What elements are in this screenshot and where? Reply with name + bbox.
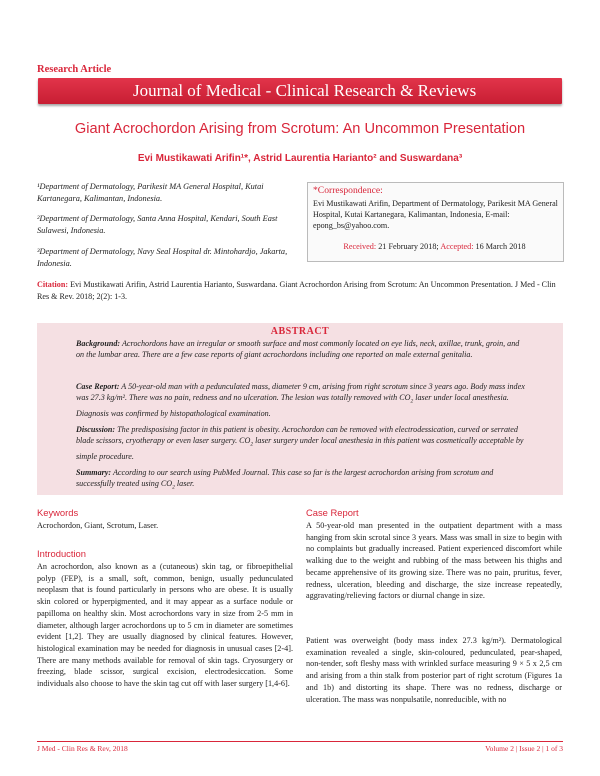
journal-name: Journal of Medical - Clinical Research & Reviews <box>133 81 477 100</box>
summary-text-a: According to our search using PubMed Journal. This case so far is the largest acrochordon arising from scrotum and successfully treated using CO <box>76 468 494 488</box>
footer-page-info: Volume 2 | Issue 2 | 1 of 3 <box>485 744 563 753</box>
article-dates <box>307 242 562 251</box>
case-report-heading: Case Report <box>306 507 359 518</box>
abstract-case-report <box>76 381 528 419</box>
received-date: 21 February 2018; <box>378 242 439 251</box>
background-label: Background: <box>76 339 121 348</box>
case-report-para-1: A 50-year-old man presented in the outpatient department with a mass hanging from skin scrotal since 3 years. Mass was small in size to begin with no complaints but gradually increased. Patient experienced discomfort while walking due to the weight and rubbing of the mass between his thighs and became apprehensive of its growing size. There was no pain, pruritus, fever, redness, ulceration, bleeding and discharge, the size increase repeatedly, aggravating/relieving factors or diurnal change in size. <box>306 521 562 601</box>
affiliation-1: ¹Department of Dermatology, Parikesit MA General Hospital, Kutai Kartanegara, Kalimantan, Indonesia. <box>37 182 264 203</box>
summary-label: Summary: <box>76 468 112 477</box>
introduction-heading: Introduction <box>37 548 86 559</box>
background-text: Acrochordons have an irregular or smooth surface and most commonly located on eye lids, neck, axillae, trunk, groin, and on the lumbar area. There are a few case reports of giant acrochordons including one reported on male external genitalia. <box>76 339 520 359</box>
article-type-label: Research Article <box>37 64 112 75</box>
abstract-background <box>76 338 528 360</box>
discussion-text-a: The predisposising factor in this patient is obesity. Acrochordon can be removed with electrodessication, curved or serrated blade scissors, cryotherapy or even laser surgery. CO <box>76 425 518 445</box>
case-text-b: laser under local anesthesia. Diagnosis was confirmed by histopathological examination. <box>76 393 509 418</box>
discussion-text-b: laser surgery under local anesthesia in this patient was cosmetically acceptable by simple procedure. <box>76 436 524 461</box>
subscript-2: 2 <box>410 398 414 405</box>
citation-text: Evi Mustikawati Arifin, Astrid Laurentia Harianto, Suswardana. Giant Acrochordon Arising from Scrotum: An Uncommon Presentation. J Med - Clin Res & Rev. 2018; 2(2): 1-3. <box>37 280 556 301</box>
accepted-label: Accepted: <box>440 242 474 251</box>
affiliation-3: ³Department of Dermatology, Navy Seal Hospital dr. Mintohardjo, Jakarta, Indonesia. <box>37 247 288 268</box>
summary-text-b: laser. <box>174 479 195 488</box>
affiliation-2: ²Department of Dermatology, Santa Anna Hospital, Kendari, South East Sulawesi, Indonesia. <box>37 214 278 235</box>
introduction-text: An acrochordon, also known as a (cutaneous) skin tag, or fibroepithelial polyp (FEP), is a small, soft, common, benign, usually pedunculated neoplasm that is found particularly in persons who are obese. It is usually skin colored or hyperpigmented, and it may appear as a surface nodule or papilloma on healthy skin. Most acrochordons vary in size from 2-5 mm in diameter, although larger acrochordons up to 5 cm in diameter are sometimes evident [1,2]. They are usually diagnosed by clinical features. However, histological examination may be needed for diagnosis in unusual cases [2-4]. There are many methods available for removal of skin tags. Cryosurgery or freezing, blade scissor, surgical excision, electrodesiccation. Some individuals also choose to have the skin tag cut off with laser surgery [1,4-6]. <box>37 562 293 689</box>
abstract-title: ABSTRACT <box>270 326 330 337</box>
footer-rule <box>37 741 563 742</box>
correspondence-title: *Correspondence: <box>313 185 383 196</box>
abstract-discussion <box>76 424 528 462</box>
journal-banner <box>38 78 562 104</box>
keywords-heading: Keywords <box>37 507 79 518</box>
subscript-2: 2 <box>250 441 254 448</box>
subscript-2: 2 <box>172 484 175 491</box>
article-title: Giant Acrochordon Arising from Scrotum: An Uncommon Presentation <box>74 121 526 137</box>
case-text-a: A 50-year-old man with a pedunculated mass, diameter 9 cm, arising from right scrotum since 3 years ago. Body mass index was 27.3 kg/m². There was no pain, redness and no ulceration. The lesion was totally removed with CO <box>76 382 525 402</box>
abstract-summary <box>76 467 528 494</box>
case-report-para-2: Patient was overweight (body mass index 27.3 kg/m²). Dermatological examination revealed a single, skin-coloured, pedunculated, pear-shaped, non-tender, soft fleshy mass with wrinkled surface measuring 9 × 5 x 2,5 cm and arising from a thin stalk from posterior part of right scrotum (Figures 1a and 1b) and distorting its shape. There was no redness, discharge or ulceration. The mass was nonpulsatile, nonreducible, with no <box>306 636 562 704</box>
author-list: Evi Mustikawati Arifin¹*, Astrid Laurentia Harianto² and Suswardana³ <box>137 153 463 164</box>
citation-label: Citation: <box>37 280 69 289</box>
case-label: Case Report: <box>76 382 120 391</box>
discussion-label: Discussion: <box>76 425 116 434</box>
citation <box>37 279 563 303</box>
received-label: Received: <box>343 242 377 251</box>
correspondence-body: Evi Mustikawati Arifin, Department of Dermatology, Parikesit MA General Hospital, Kutai Kartanegara, Kalimantan, Indonesia, E-mail: epong_bs@yahoo.com. <box>313 199 558 230</box>
keywords-text: Acrochordon, Giant, Scrotum, Laser. <box>37 521 159 530</box>
accepted-date: 16 March 2018 <box>475 242 526 251</box>
footer-journal: J Med - Clin Res & Rev, 2018 <box>37 744 128 753</box>
